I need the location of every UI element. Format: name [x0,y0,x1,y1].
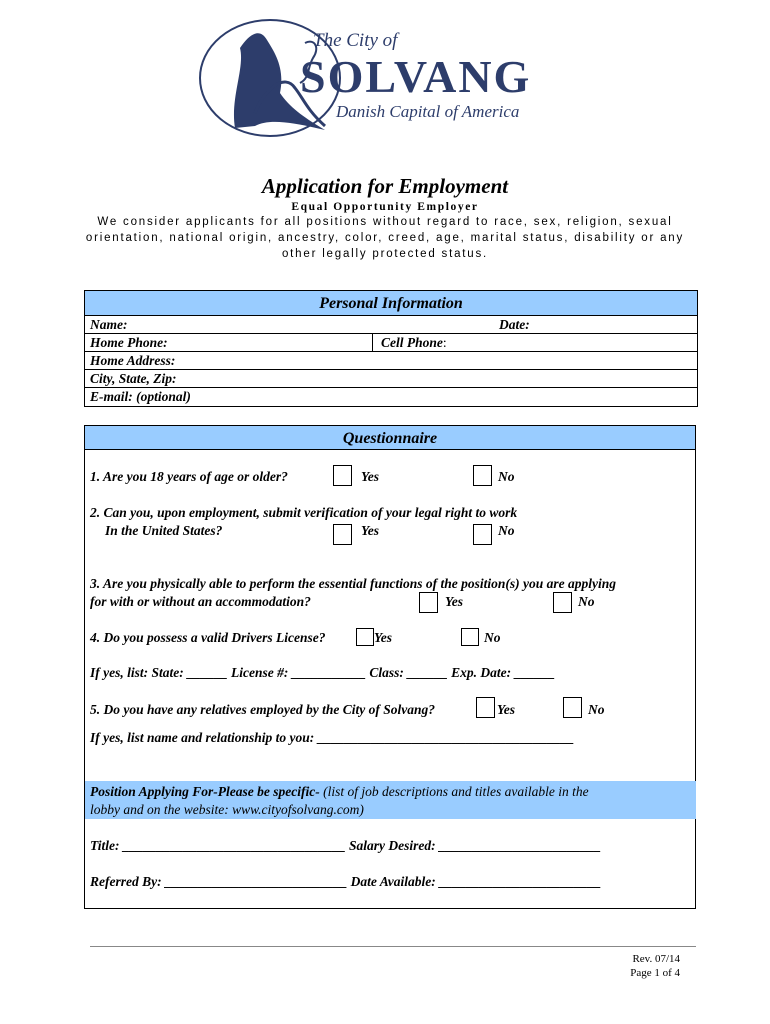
logo-solvang: SOLVANG [300,51,532,102]
logo-the-city-of: The City of [313,30,398,51]
q4-yes-label: Yes [374,630,392,645]
question-3-line2: for with or without an accommodation? [90,594,311,609]
q5-yes-checkbox[interactable] [476,697,495,718]
cell-phone-label [381,334,447,352]
q5-yes-label: Yes [497,702,515,717]
city-state-zip-label: City, State, Zip: [90,371,177,386]
page-title: Application for Employment [261,174,509,198]
email-row[interactable] [85,388,697,406]
position-applying-band [85,781,696,819]
q5-no-label: No [588,702,605,717]
disclaimer-text: We consider applicants for all positions without regard to race, sex, religion, sexual orientation, national origin, ancestry, color, creed, age, marital status, disability or any other legally protected status. [85,216,685,260]
home-address-row[interactable] [85,352,697,370]
position-band-line1 [90,783,691,801]
phone-divider [372,334,373,352]
home-phone-label: Home Phone: [90,335,168,350]
q2-yes-label: Yes [361,523,379,538]
email-label: E-mail: (optional) [90,389,191,404]
name-label: Name: [90,317,128,332]
title-salary-line[interactable]: Title: _________________________________ Salary Desired: ________________________ [90,838,601,853]
personal-info-table [84,290,698,407]
q5-no-checkbox[interactable] [563,697,582,718]
cell-phone-text: Cell Phone [381,335,443,350]
date-label: Date: [499,317,530,332]
position-label-bold: Position Applying For-Please be specific- [90,784,320,799]
position-label-rest: (list of job descriptions and titles available in the [319,784,589,799]
q2-no-label: No [498,523,515,538]
q1-no-checkbox[interactable] [473,465,492,486]
question-5: 5. Do you have any relatives employed by the City of Solvang? [90,702,435,717]
question-2-line1: 2. Can you, upon employment, submit verification of your legal right to work [90,505,518,520]
phone-row[interactable] [85,334,697,352]
city-state-zip-row[interactable] [85,370,697,388]
q3-no-label: No [578,594,595,609]
question-2-line2: In the United States? [105,523,223,538]
page-number: Page 1 of 4 [630,967,680,979]
eoe-subtitle: Equal Opportunity Employer [291,201,479,213]
q4-yes-checkbox[interactable] [356,628,374,646]
question-4: 4. Do you possess a valid Drivers License? [90,630,326,645]
question-3-line1: 3. Are you physically able to perform the essential functions of the position(s) you are applying [90,576,616,591]
q3-yes-checkbox[interactable] [419,592,438,613]
q1-yes-label: Yes [361,469,379,484]
question-1: 1. Are you 18 years of age or older? [90,469,288,484]
q3-yes-label: Yes [445,594,463,609]
revision-text: Rev. 07/14 [632,953,680,965]
q2-no-checkbox[interactable] [473,524,492,545]
cell-phone-colon: : [442,335,447,350]
q1-no-label: No [498,469,515,484]
q2-yes-checkbox[interactable] [333,524,352,545]
q4-no-checkbox[interactable] [461,628,479,646]
license-details-line[interactable]: If yes, list: State: ______ License #: ___________ Class: ______ Exp. Date: ______ [90,665,555,680]
relatives-line[interactable]: If yes, list name and relationship to you: ______________________________________ [90,730,575,745]
logo-tagline: Danish Capital of America [336,102,520,121]
q4-no-label: No [484,630,501,645]
questionnaire-heading: Questionnaire [85,426,695,450]
personal-info-heading: Personal Information [85,291,697,316]
home-address-label: Home Address: [90,353,176,368]
name-row[interactable] [85,316,697,334]
footer-divider [90,946,696,947]
q1-yes-checkbox[interactable] [333,465,352,486]
position-label-line2: lobby and on the website: www.cityofsolvang.com) [90,802,364,817]
q3-no-checkbox[interactable] [553,592,572,613]
referred-available-line[interactable]: Referred By: ___________________________ Date Available: ________________________ [90,874,602,889]
